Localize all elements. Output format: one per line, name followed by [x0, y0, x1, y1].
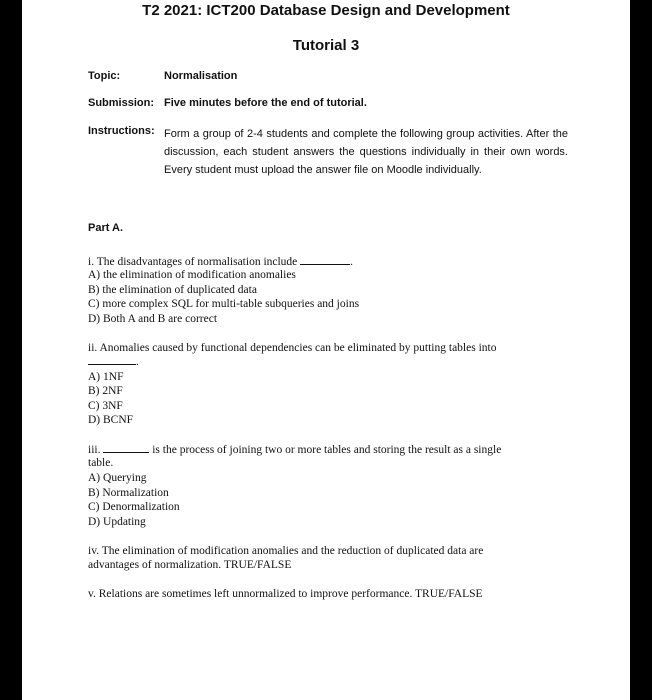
question-3-stem-cont: table.: [88, 457, 114, 469]
question-4-line1: iv. The elimination of modification anomalies and the reduction of duplicated data are: [88, 545, 484, 557]
question-3-text: is the process of joining two or more tables and storing the result as a single: [152, 444, 502, 456]
question-3-option-b: B) Normalization: [88, 487, 169, 499]
question-1-option-b: B) the elimination of duplicated data: [88, 284, 257, 296]
topic-value: Normalisation: [164, 70, 238, 82]
document-page: [22, 0, 630, 700]
submission-value: Five minutes before the end of tutorial.: [164, 97, 367, 109]
answer-blank: [88, 354, 136, 365]
instructions-label: Instructions:: [88, 125, 155, 137]
question-2-option-a: A) 1NF: [88, 371, 124, 383]
question-2-stem: ii. Anomalies caused by functional dependencies can be eliminated by putting tables into: [88, 342, 497, 354]
question-4-line2: advantages of normalization. TRUE/FALSE: [88, 559, 292, 571]
question-1-text: i. The disadvantages of normalisation include: [88, 256, 298, 268]
question-3-option-a: A) Querying: [88, 472, 147, 484]
topic-label: Topic:: [88, 70, 121, 82]
question-2-end: .: [136, 356, 139, 368]
part-a-heading: Part A.: [88, 222, 124, 234]
question-3-option-c: C) Denormalization: [88, 501, 180, 513]
question-2-option-d: D) BCNF: [88, 414, 134, 426]
question-1-option-c: C) more complex SQL for multi-table subqueries and joins: [88, 298, 360, 310]
page-subtitle: Tutorial 3: [292, 37, 360, 54]
question-1-option-d: D) Both A and B are correct: [88, 313, 218, 325]
question-3-stem: [88, 442, 501, 458]
question-2-option-b: B) 2NF: [88, 385, 123, 397]
page-title: T2 2021: ICT200 Database Design and Development: [142, 2, 510, 19]
question-1-end: .: [350, 256, 354, 268]
question-2-option-c: C) 3NF: [88, 400, 123, 412]
submission-label: Submission:: [88, 97, 155, 109]
question-1-option-a: A) the elimination of modification anomalies: [88, 269, 296, 281]
question-2-blank-line: [88, 354, 139, 370]
answer-blank: [300, 254, 350, 265]
answer-blank: [103, 442, 149, 453]
question-3-number: iii.: [88, 444, 101, 456]
question-3-option-d: D) Updating: [88, 516, 146, 528]
question-5-line1: v. Relations are sometimes left unnormalized to improve performance. TRUE/FALSE: [88, 588, 483, 600]
instructions-text: Form a group of 2-4 students and complete the following group activities. After the discussion, each student answers the questions individually in their own words. Every student must upload the answer file on Moodle individually.: [164, 128, 568, 176]
